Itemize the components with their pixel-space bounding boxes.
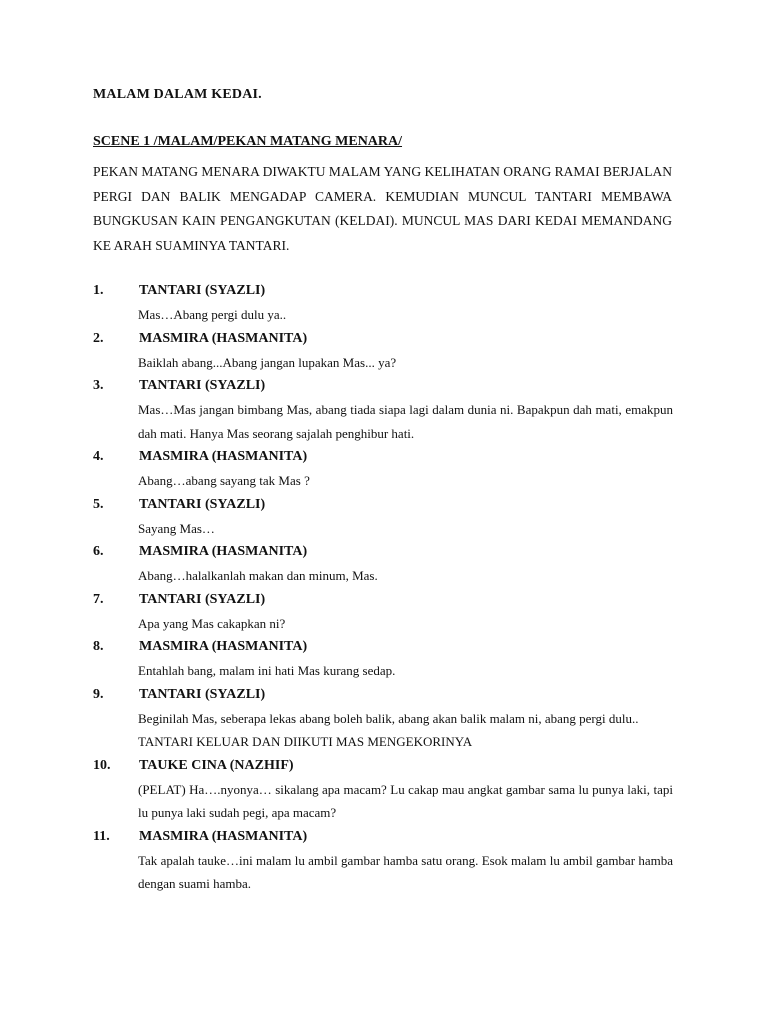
scene-heading: SCENE 1 /MALAM/PEKAN MATANG MENARA/ — [93, 134, 403, 149]
dialogue-line: Mas…Abang pergi dulu ya.. — [138, 307, 287, 322]
speaker-name: TANTARI (SYAZLI) — [139, 496, 266, 512]
dialogue-line: Baiklah abang...Abang jangan lupakan Mas... ya? — [138, 354, 397, 370]
dialogue-entry — [93, 683, 673, 754]
dialogue-line: Mas…Mas jangan bimbang Mas, abang tiada siapa lagi dalam dunia ni. Bapakpun dah mati, emakpun dah mati. Hanya Mas seorang sajalah penghibur hati. — [138, 402, 673, 441]
dialogue-entry — [93, 825, 673, 896]
scene-description: PEKAN MATANG MENARA DIWAKTU MALAM YANG KELIHATAN ORANG RAMAI BERJALAN PERGI DAN BALIK MENGADAP CAMERA. KEMUDIAN MUNCUL TANTARI MEMBAWA BUNGKUSAN KAIN PENGANGKUTAN (KELDAI). MUNCUL MAS DARI KEDAI MEMANDANG KE ARAH SUAMINYA TANTARI. — [93, 164, 672, 253]
dialogue-entry — [93, 588, 673, 636]
dialogue-entry — [93, 754, 673, 825]
document-title: MALAM DALAM KEDAI. — [93, 87, 262, 102]
speaker-name: MASMIRA (HASMANITA) — [139, 330, 308, 346]
entry-number: 9. — [93, 686, 104, 702]
dialogue-list — [93, 279, 673, 896]
dialogue-line: Apa yang Mas cakapkan ni? — [138, 615, 286, 631]
dialogue-line: Abang…abang sayang tak Mas ? — [138, 473, 310, 488]
entry-number: 3. — [93, 378, 104, 393]
dialogue-line: Abang…halalkanlah makan dan minum, Mas. — [138, 568, 378, 583]
dialogue-line: Sayang Mas… — [138, 520, 215, 536]
entry-number: 5. — [93, 496, 104, 512]
dialogue-line: Beginilah Mas, seberapa lekas abang boleh balik, abang akan balik malam ni, abang pergi dulu.. — [138, 710, 639, 726]
entry-number: 11. — [93, 828, 110, 844]
speaker-name: MASMIRA (HASMANITA) — [139, 544, 308, 559]
speaker-name: TANTARI (SYAZLI) — [139, 283, 266, 298]
entry-number: 2. — [93, 330, 104, 346]
speaker-name: TANTARI (SYAZLI) — [139, 378, 266, 393]
entry-number: 1. — [93, 283, 104, 298]
speaker-name: MASMIRA (HASMANITA) — [139, 828, 308, 844]
dialogue-entry — [93, 374, 673, 445]
entry-number: 4. — [93, 449, 104, 464]
speaker-name: TANTARI (SYAZLI) — [139, 591, 266, 607]
entry-number: 6. — [93, 544, 104, 559]
entry-number: 10. — [93, 757, 111, 773]
dialogue-entry — [93, 635, 673, 683]
speaker-name: TANTARI (SYAZLI) — [139, 686, 266, 702]
dialogue-entry — [93, 493, 673, 541]
dialogue-entry — [93, 445, 673, 493]
dialogue-line: Entahlah bang, malam ini hati Mas kurang sedap. — [138, 663, 396, 678]
dialogue-line: (PELAT) Ha….nyonya… sikalang apa macam? Lu cakap mau angkat gambar sama lu punya laki, tapi lu punya laki sudah pegi, apa macam? — [138, 781, 673, 820]
dialogue-line: TANTARI KELUAR DAN DIIKUTI MAS MENGEKORINYA — [138, 734, 473, 749]
speaker-name: TAUKE CINA (NAZHIF) — [139, 757, 294, 773]
speaker-name: MASMIRA (HASMANITA) — [139, 449, 308, 464]
dialogue-entry — [93, 327, 673, 375]
speaker-name: MASMIRA (HASMANITA) — [139, 639, 308, 654]
entry-number: 7. — [93, 591, 104, 607]
entry-number: 8. — [93, 639, 104, 654]
dialogue-entry — [93, 540, 673, 588]
dialogue-line: Tak apalah tauke…ini malam lu ambil gambar hamba satu orang. Esok malam lu ambil gambar hamba dengan suami hamba. — [138, 852, 673, 891]
dialogue-entry — [93, 279, 673, 327]
